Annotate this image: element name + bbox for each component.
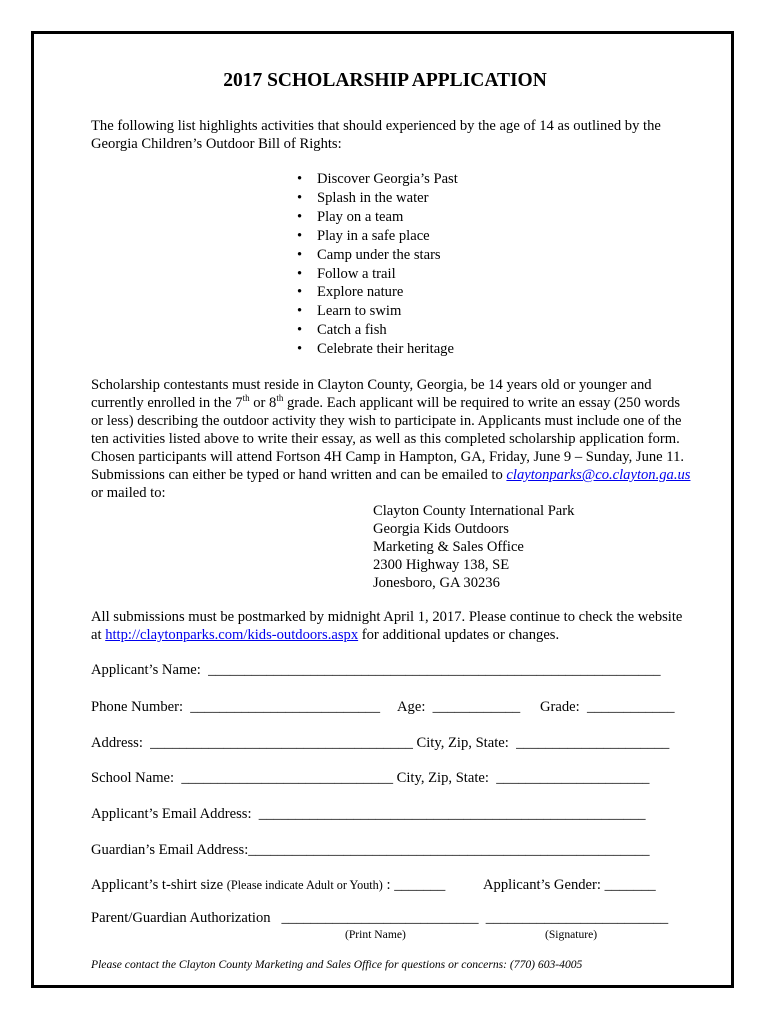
list-item: • Play on a team <box>295 208 458 227</box>
email-link[interactable]: claytonparks@co.clayton.ga.us <box>506 467 691 483</box>
address-line: Jonesboro, GA 30236 <box>373 575 500 591</box>
list-item: • Discover Georgia’s Past <box>295 170 458 189</box>
activities-list <box>295 170 458 359</box>
print-name-caption: (Print Name) <box>345 928 406 941</box>
gender-field[interactable]: Applicant’s Gender: _______ <box>483 877 656 893</box>
list-item: • Play in a safe place <box>295 227 458 246</box>
website-link[interactable]: http://claytonparks.com/kids-outdoors.aspx <box>105 627 359 643</box>
contact-footer: Please contact the Clayton County Marketing and Sales Office for questions or concerns: (770) 603-4005 <box>91 958 583 971</box>
list-item: • Splash in the water <box>295 189 458 208</box>
deadline-paragraph: All submissions must be postmarked by midnight April 1, 2017. Please continue to check the website at http://claytonparks.com/kids-outdoors.aspx for additional updates or changes. <box>91 609 683 643</box>
list-item: • Camp under the stars <box>295 246 458 265</box>
signature-caption: (Signature) <box>545 928 598 941</box>
applicant-email-field[interactable]: Applicant’s Email Address: _____________________________________________________ <box>91 806 646 822</box>
address-line: Marketing & Sales Office <box>373 539 524 555</box>
list-item: • Follow a trail <box>295 265 458 284</box>
mailing-address <box>373 502 574 592</box>
list-item: • Learn to swim <box>295 302 458 321</box>
age-field[interactable]: Age: ____________ <box>397 699 521 715</box>
intro-paragraph: The following list highlights activities that should experienced by the age of 14 as outlined by the Georgia Children’s Outdoor Bill of Rights: <box>91 118 661 152</box>
address-line: Clayton County International Park <box>373 503 575 519</box>
list-item: • Celebrate their heritage <box>295 340 458 359</box>
eligibility-paragraph: Scholarship contestants must reside in Clayton County, Georgia, be 14 years old or younger and currently enrolled in the 7th or 8th grade. Each applicant will be required to write an essay (250 words or less) describing the outdoor activity they wish to participate in. Applicants must include one of the ten activities listed above to write their essay, as well as this completed scholarship application form. Chosen participants will attend Fortson 4H Camp in Hampton, GA, Friday, June 9 – Sunday, June 11. Submissions can either be typed or hand written and can be emailed to claytonparks@co.clayton.ga.us or mailed to: <box>91 377 691 501</box>
address-field[interactable]: Address: ____________________________________ City, Zip, State: _____________________ <box>91 735 670 751</box>
list-item: • Explore nature <box>295 283 458 302</box>
address-line: 2300 Highway 138, SE <box>373 557 510 573</box>
guardian-email-field[interactable]: Guardian’s Email Address:_______________________________________________________ <box>91 842 650 858</box>
list-item: • Catch a fish <box>295 321 458 340</box>
grade-field[interactable]: Grade: ____________ <box>540 699 675 715</box>
phone-field[interactable]: Phone Number: __________________________ <box>91 699 381 715</box>
authorization-field[interactable]: Parent/Guardian Authorization ___________________________ _________________________ <box>91 910 669 926</box>
applicant-name-field[interactable]: Applicant’s Name: ______________________________________________________________ <box>91 662 661 678</box>
tshirt-size-field[interactable]: Applicant’s t-shirt size (Please indicate Adult or Youth) : _______ <box>91 877 446 893</box>
address-line: Georgia Kids Outdoors <box>373 521 509 537</box>
page-title: 2017 SCHOLARSHIP APPLICATION <box>223 70 547 91</box>
school-field[interactable]: School Name: _____________________________ City, Zip, State: _____________________ <box>91 770 650 786</box>
